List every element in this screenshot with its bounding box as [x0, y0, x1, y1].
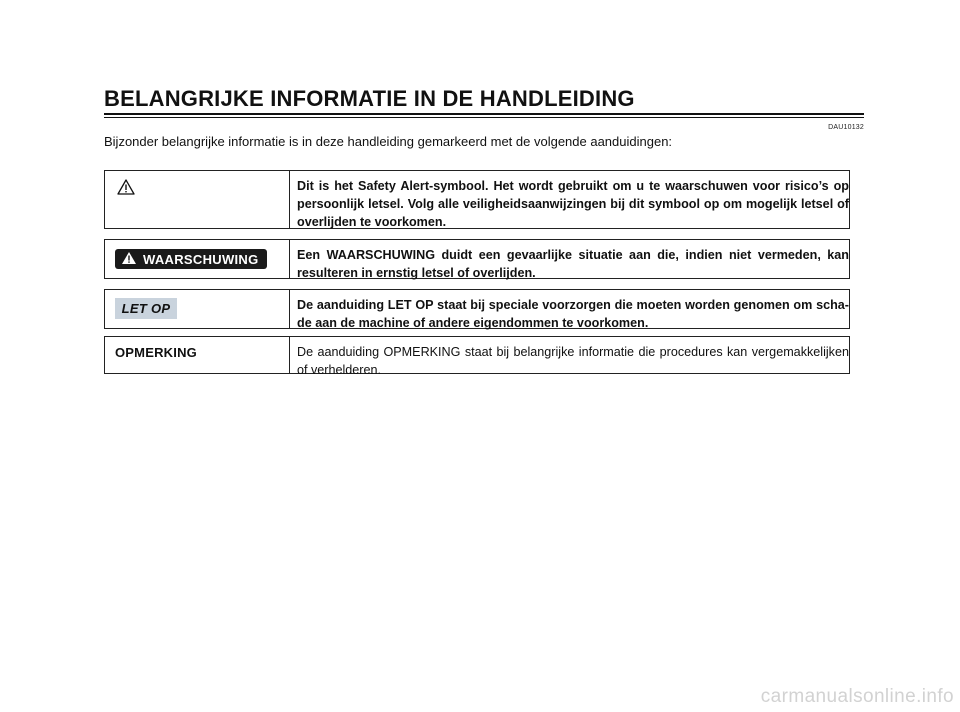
opmerking-label: OPMERKING — [115, 345, 197, 360]
notice-text: Een WAARSCHUWING duidt een gevaarlijke situatie aan die, indien niet vermeden, kan resulteren in ernstig letsel of overlijden. — [297, 248, 849, 280]
notice-label-cell — [105, 337, 290, 373]
watermark: carmanualsonline.info — [760, 686, 954, 707]
notice-text: Dit is het Safety Alert-symbool. Het wordt gebruikt om u te waarschuwen voor risico’s op persoonlijk letsel. Volg alle veiligheidsaanwijzingen bij dit symbool op om mogelijk letsel of overlijden te voorkomen. — [297, 179, 849, 229]
notice-label-cell — [105, 240, 290, 278]
intro-text: Bijzonder belangrijke informatie is in deze handleiding gemarkeerd met de volgende aanduidingen: — [104, 134, 673, 149]
warning-label — [115, 249, 267, 269]
warning-label-text: WAARSCHUWING — [143, 251, 259, 267]
title-rule — [104, 113, 864, 115]
notice-text: De aanduiding LET OP staat bij speciale voorzorgen die moeten worden genomen om scha-de aan de machine of andere eigendommen te voorkomen. — [297, 298, 849, 330]
notice-text: De aanduiding OPMERKING staat bij belangrijke informatie die procedures kan vergemakkelijken of verhelderen. — [297, 345, 849, 377]
document-code: DAU10132 — [828, 124, 864, 131]
warning-triangle-icon — [121, 251, 143, 268]
notice-row-safety-alert — [104, 170, 850, 229]
page-title: BELANGRIJKE INFORMATIE IN DE HANDLEIDING — [104, 86, 635, 111]
notice-label-cell — [105, 171, 290, 228]
safety-alert-triangle-icon — [117, 179, 135, 200]
notice-row-opmerking — [104, 336, 850, 377]
notice-row-warning — [104, 239, 850, 279]
let-op-label: LET OP — [115, 298, 177, 319]
notice-label-cell — [105, 290, 290, 328]
notice-row-let-op — [104, 289, 850, 329]
title-rule-thin — [104, 117, 864, 118]
